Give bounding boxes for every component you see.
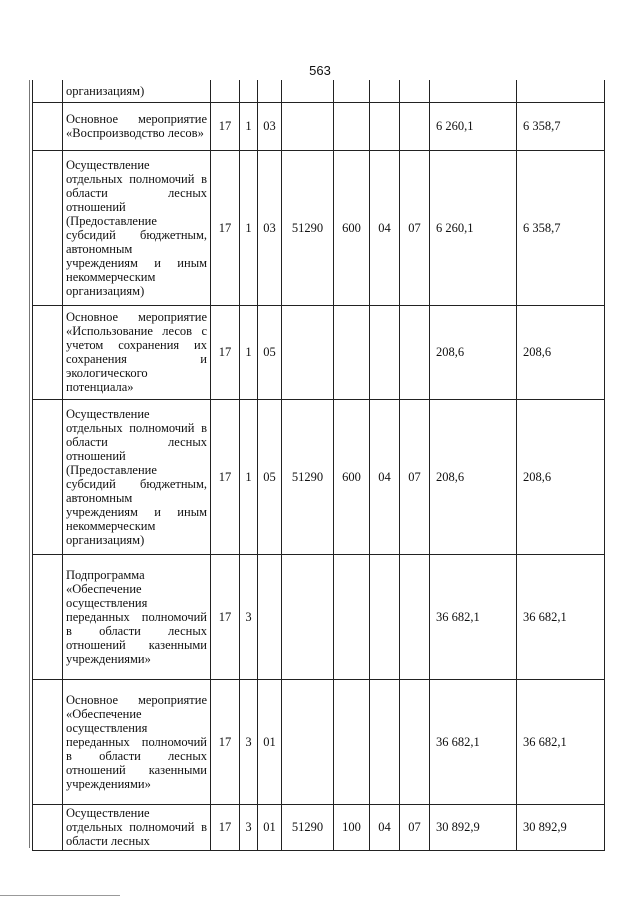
program-code-cell [211, 80, 240, 102]
row-number-cell [33, 804, 63, 850]
table-row [33, 554, 605, 679]
section-cell: 04 [370, 150, 400, 305]
table-row [33, 80, 605, 102]
direction-code-cell: 51290 [282, 150, 334, 305]
amount-year-1-cell: 36 682,1 [430, 679, 517, 804]
subsection-cell [400, 80, 430, 102]
subprogram-code-cell: 1 [240, 399, 258, 554]
program-code-cell: 17 [211, 679, 240, 804]
direction-code-cell [282, 554, 334, 679]
amount-year-2-cell: 6 358,7 [517, 150, 605, 305]
item-code-cell: 03 [258, 102, 282, 150]
item-code-cell: 01 [258, 679, 282, 804]
row-number-cell [33, 399, 63, 554]
item-name-cell: организациям) [63, 80, 211, 102]
expense-type-cell [334, 102, 370, 150]
program-code-cell: 17 [211, 305, 240, 399]
page-number: 563 [309, 63, 331, 78]
expense-type-cell [334, 80, 370, 102]
subsection-cell [400, 102, 430, 150]
scan-artifact-line [0, 895, 120, 896]
table-row [33, 102, 605, 150]
subprogram-code-cell: 1 [240, 305, 258, 399]
section-cell: 04 [370, 804, 400, 850]
item-code-cell [258, 80, 282, 102]
item-code-cell [258, 554, 282, 679]
subprogram-code-cell: 3 [240, 554, 258, 679]
budget-allocation-table [32, 80, 605, 851]
item-name-cell: Осуществление отдельных полномочий в области лесных [63, 804, 211, 850]
row-number-cell [33, 679, 63, 804]
row-number-cell [33, 554, 63, 679]
item-name-cell: Основное мероприятие «Воспроизводство лесов» [63, 102, 211, 150]
table-row [33, 399, 605, 554]
program-code-cell: 17 [211, 554, 240, 679]
direction-code-cell: 51290 [282, 399, 334, 554]
row-number-cell [33, 150, 63, 305]
table-row [33, 804, 605, 850]
direction-code-cell [282, 102, 334, 150]
item-code-cell: 01 [258, 804, 282, 850]
direction-code-cell [282, 305, 334, 399]
item-code-cell: 05 [258, 399, 282, 554]
amount-year-2-cell [517, 80, 605, 102]
program-code-cell: 17 [211, 102, 240, 150]
subsection-cell: 07 [400, 150, 430, 305]
page-frame-line [29, 80, 30, 848]
amount-year-2-cell: 36 682,1 [517, 554, 605, 679]
expense-type-cell [334, 554, 370, 679]
expense-type-cell [334, 679, 370, 804]
amount-year-2-cell: 36 682,1 [517, 679, 605, 804]
item-name-cell: Осуществление отдельных полномочий в области лесных отношений (Предоставление субсидий бюджетным, автономным учреждениям и иным некоммерческим организациям) [63, 150, 211, 305]
row-number-cell [33, 305, 63, 399]
subsection-cell [400, 305, 430, 399]
direction-code-cell [282, 80, 334, 102]
amount-year-1-cell: 30 892,9 [430, 804, 517, 850]
section-cell [370, 102, 400, 150]
amount-year-2-cell: 208,6 [517, 305, 605, 399]
section-cell [370, 554, 400, 679]
direction-code-cell: 51290 [282, 804, 334, 850]
subsection-cell: 07 [400, 399, 430, 554]
row-number-cell [33, 102, 63, 150]
amount-year-1-cell: 6 260,1 [430, 102, 517, 150]
amount-year-1-cell [430, 80, 517, 102]
subprogram-code-cell [240, 80, 258, 102]
subprogram-code-cell: 1 [240, 150, 258, 305]
section-cell: 04 [370, 399, 400, 554]
subprogram-code-cell: 3 [240, 679, 258, 804]
item-name-cell: Основное мероприятие «Использование лесов с учетом сохранения их сохранения и экологического потенциала» [63, 305, 211, 399]
program-code-cell: 17 [211, 150, 240, 305]
expense-type-cell: 100 [334, 804, 370, 850]
amount-year-2-cell: 6 358,7 [517, 102, 605, 150]
section-cell [370, 305, 400, 399]
section-cell [370, 80, 400, 102]
subsection-cell [400, 679, 430, 804]
expense-type-cell: 600 [334, 399, 370, 554]
item-name-cell: Осуществление отдельных полномочий в области лесных отношений (Предоставление субсидий бюджетным, автономным учреждениям и иным некоммерческим организациям) [63, 399, 211, 554]
amount-year-1-cell: 208,6 [430, 305, 517, 399]
subsection-cell: 07 [400, 804, 430, 850]
table-row [33, 305, 605, 399]
row-number-cell [33, 80, 63, 102]
amount-year-1-cell: 6 260,1 [430, 150, 517, 305]
expense-type-cell: 600 [334, 150, 370, 305]
item-name-cell: Основное мероприятие «Обеспечение осуществления переданных полномочий в области лесных отношений казенными учреждениями» [63, 679, 211, 804]
table-row [33, 150, 605, 305]
amount-year-2-cell: 208,6 [517, 399, 605, 554]
direction-code-cell [282, 679, 334, 804]
subsection-cell [400, 554, 430, 679]
program-code-cell: 17 [211, 804, 240, 850]
program-code-cell: 17 [211, 399, 240, 554]
section-cell [370, 679, 400, 804]
item-code-cell: 05 [258, 305, 282, 399]
item-name-cell: Подпрограмма «Обеспечение осуществления переданных полномочий в области лесных отношений казенными учреждениями» [63, 554, 211, 679]
subprogram-code-cell: 3 [240, 804, 258, 850]
expense-type-cell [334, 305, 370, 399]
amount-year-1-cell: 208,6 [430, 399, 517, 554]
table-row [33, 679, 605, 804]
item-code-cell: 03 [258, 150, 282, 305]
subprogram-code-cell: 1 [240, 102, 258, 150]
amount-year-2-cell: 30 892,9 [517, 804, 605, 850]
amount-year-1-cell: 36 682,1 [430, 554, 517, 679]
